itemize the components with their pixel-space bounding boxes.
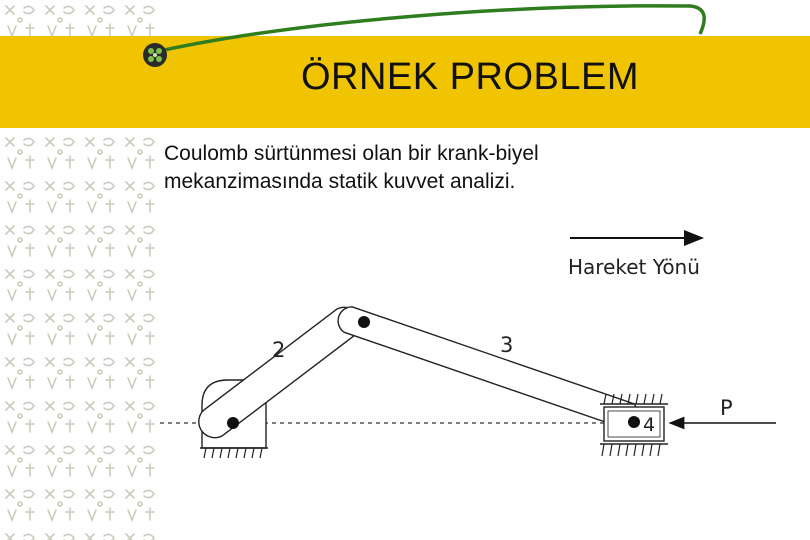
slide-body	[164, 140, 784, 196]
joint-o2	[227, 417, 239, 429]
force-label: P	[720, 396, 733, 420]
crank-link-2	[199, 307, 360, 437]
connecting-rod-3	[338, 307, 637, 429]
body-line-1: Coulomb sürtünmesi olan bir krank-biyel	[164, 142, 539, 165]
direction-label: Hareket Yönü	[568, 255, 700, 279]
slide-title: ÖRNEK PROBLEM	[300, 56, 640, 98]
crank-slider-diagram	[150, 220, 800, 480]
joint-b	[628, 416, 640, 428]
link-2-label: 2	[272, 338, 286, 362]
body-line-2: mekanzimasında statik kuvvet analizi.	[164, 170, 516, 193]
slider-label: 4	[643, 414, 656, 436]
joint-a	[358, 316, 370, 328]
link-3-label: 3	[500, 333, 514, 357]
